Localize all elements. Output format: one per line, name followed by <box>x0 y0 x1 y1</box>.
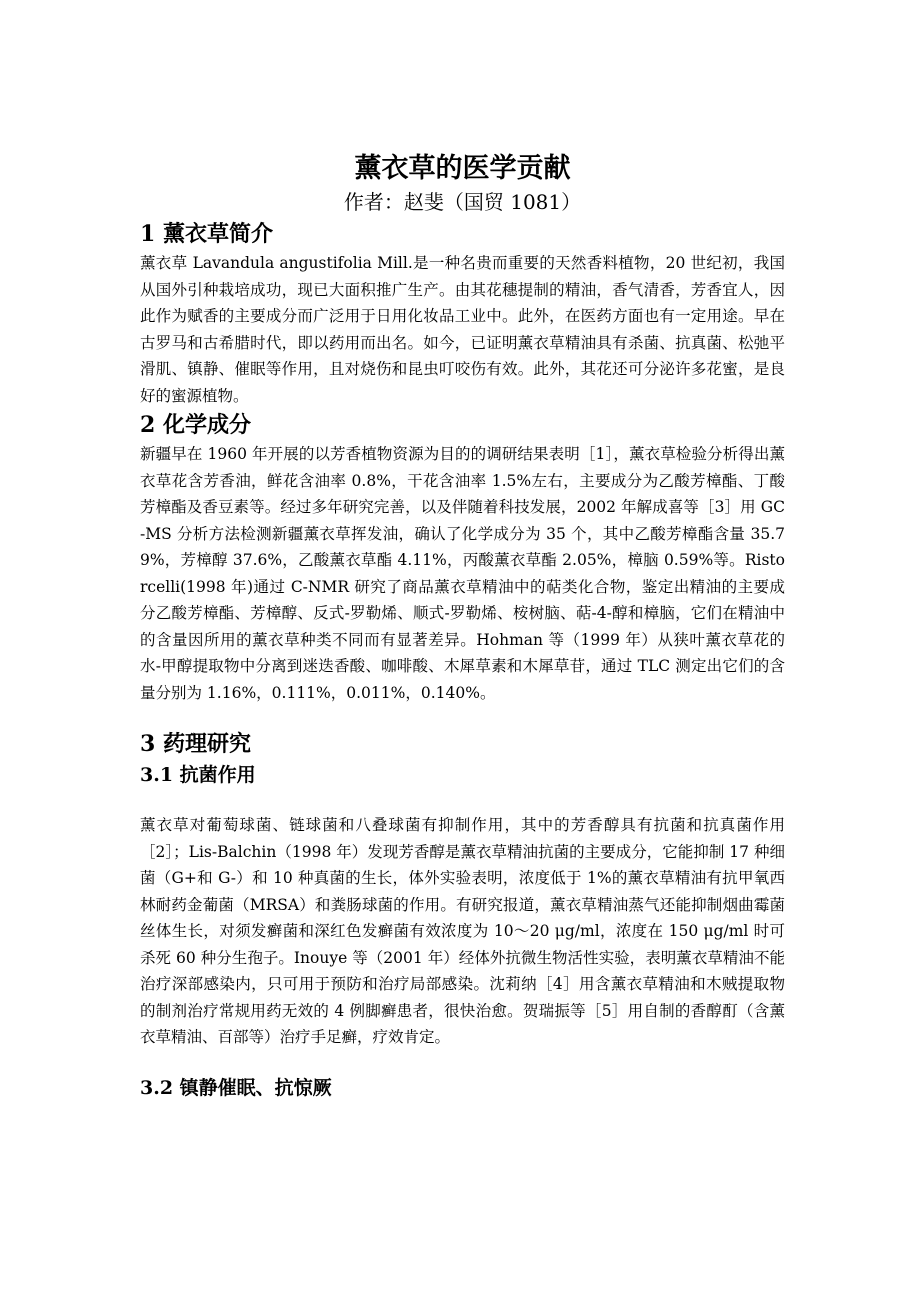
document-title: 薰衣草的医学贡献 <box>354 153 571 184</box>
section-heading-intro: 1 薰衣草简介 <box>140 221 273 247</box>
subsection-heading-antibacterial: 3.1 抗菌作用 <box>140 764 256 786</box>
paragraph-chemistry: 新疆早在 1960 年开展的以芳香植物资源为目的的调研结果表明［1］，薰衣草检验分析得出薰衣草花含芳香油，鲜花含油率 0.8%，干花含油率 1.5%左右，主要成分为乙酸芳樟酯、丁酸芳樟酯及香豆素等。经过多年研究完善，以及伴随着科技发展，2002 年解成喜等［3］用 GC-MS 分析方法检测新疆薰衣草挥发油，确认了化学成分为 35 个，其中乙酸芳樟酯含量 35.79%，芳樟醇 37.6%，乙酸薰衣草酯 4.11%，丙酸薰衣草酯 2.05%，樟脑 0.59%等。Ristorcelli(1998 年)通过 C-NMR 研究了商品薰衣草精油中的萜类化合物，鉴定出精油的主要成分乙酸芳樟酯、芳樟醇、反式-罗勒烯、顺式-罗勒烯、桉树脑、萜-4-醇和樟脑，它们在精油中的含量因所用的薰衣草种类不同而有显著差异。Hohman 等（1999 年）从狭叶薰衣草花的水-甲醇提取物中分离到迷迭香酸、咖啡酸、木犀草素和木犀草苷，通过 TLC 测定出它们的含量分别为 1.16%，0.111%，0.011%，0.140%。 <box>140 445 785 702</box>
spacer <box>140 1051 785 1073</box>
spacer <box>140 790 785 812</box>
document-page <box>140 150 785 1103</box>
spacer <box>140 706 785 728</box>
author-line: 作者：赵斐（国贸 1081） <box>343 190 582 214</box>
subsection-heading-sedative: 3.2 镇静催眠、抗惊厥 <box>140 1076 332 1099</box>
section-heading-pharmacology: 3 药理研究 <box>140 731 251 757</box>
paragraph-intro: 薰衣草 Lavandula angustifolia Mill.是一种名贵而重要的天然香料植物，20 世纪初，我国从国外引种栽培成功，现已大面积推广生产。由其花穗提制的精油，香气清香，芳香宜人，因此作为赋香的主要成分而广泛用于日用化妆品工业中。此外，在医药方面也有一定用途。早在古罗马和古希腊时代，即以药用而出名。如今，已证明薰衣草精油具有杀菌、抗真菌、松弛平滑肌、镇静、催眠等作用，且对烧伤和昆虫叮咬伤有效。此外，其花还可分泌许多花蜜，是良好的蜜源植物。 <box>140 254 785 405</box>
paragraph-antibacterial: 薰衣草对葡萄球菌、链球菌和八叠球菌有抑制作用，其中的芳香醇具有抗菌和抗真菌作用［2］；Lis-Balchin（1998 年）发现芳香醇是薰衣草精油抗菌的主要成分，它能抑制 17 种细菌（G+和 G-）和 10 种真菌的生长，体外实验表明，浓度低于 1%的薰衣草精油有抗甲氧西林耐药金葡菌（MRSA）和粪肠球菌的作用。有研究报道，薰衣草精油蒸气还能抑制烟曲霉菌丝体生长，对须发癣菌和深红色发癣菌有效浓度为 10～20 μg/ml，浓度在 150 μg/ml 时可杀死 60 种分生孢子。Inouye 等（2001 年）经体外抗微生物活性实验，表明薰衣草精油不能治疗深部感染内，只可用于预防和治疗局部感染。沈莉纳［4］用含薰衣草精油和木贼提取物的制剂治疗常规用药无效的 4 例脚癣患者，很快治愈。贺瑞振等［5］用自制的香醇酊（含薰衣草精油、百部等）治疗手足癣，疗效肯定。 <box>140 816 785 1046</box>
section-heading-chemistry: 2 化学成分 <box>140 412 251 438</box>
